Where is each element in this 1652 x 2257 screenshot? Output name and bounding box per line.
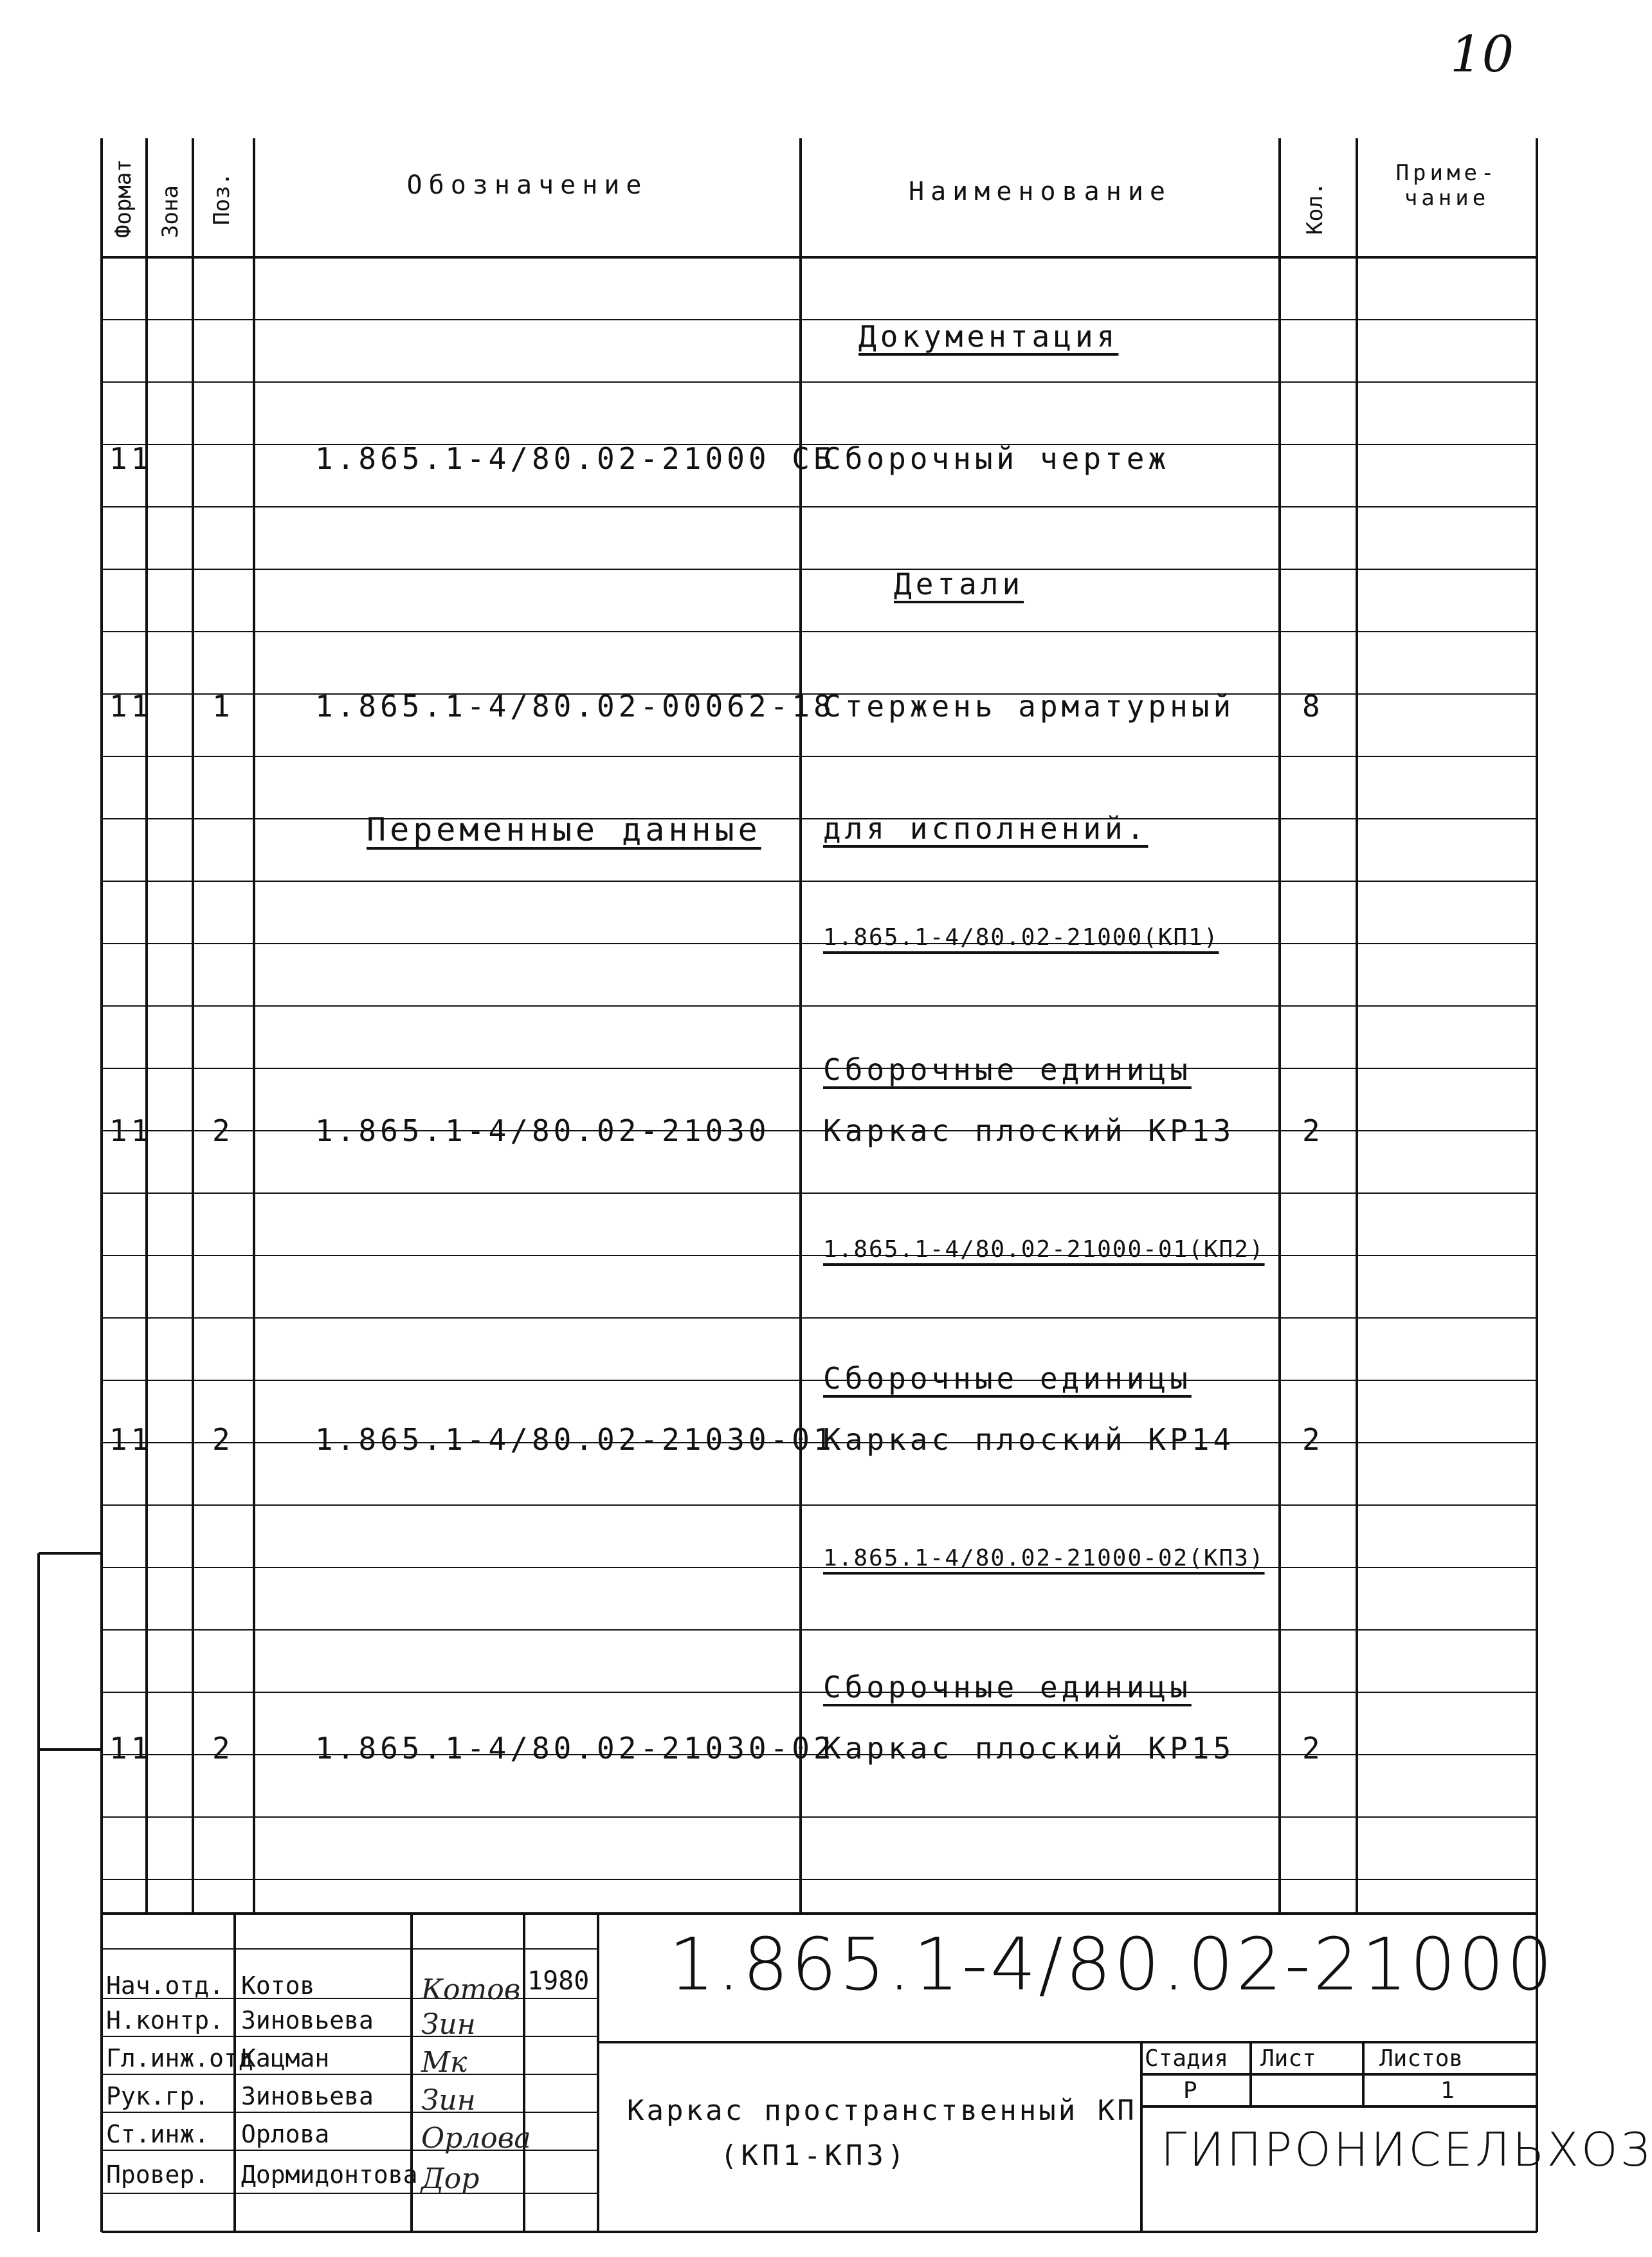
row-quantity: 8 (1302, 689, 1324, 724)
signer-name: Кацман (241, 2044, 330, 2072)
document-title-line2: (КП1-КП3) (720, 2139, 909, 2172)
row-designation: 1.865.1-4/80.02-21030-02 (315, 1731, 835, 1766)
organization-name: ГИПРОНИСЕЛЬХОЗ (1161, 2123, 1652, 2177)
header-name: Наименование (909, 177, 1172, 206)
row-name: Каркас плоский КР13 (823, 1113, 1235, 1148)
document-code: 1.865.1-4/80.02-21000 (669, 1923, 1556, 2007)
row-designation: 1.865.1-4/80.02-21030-01 (315, 1422, 835, 1457)
document-title-line1: Каркас пространственный КП (627, 2094, 1137, 2127)
row-format: 11 (109, 1422, 153, 1457)
signer-role: Гл.инж.отд (106, 2044, 253, 2072)
row-name: Сборочные единицы (823, 1052, 1192, 1087)
signer-role: Нач.отд. (106, 1971, 224, 2000)
row-format: 11 (109, 1731, 153, 1766)
row-name: Сборочный чертеж (823, 441, 1170, 476)
row-name: для исполнений. (823, 811, 1148, 846)
row-format: 11 (109, 689, 153, 724)
signer-signature: Котов (421, 1973, 521, 2006)
header-qty: Кол. (1302, 182, 1328, 235)
signer-role: Н.контр. (106, 2006, 224, 2034)
sheets-label: Листов (1379, 2045, 1464, 2072)
page-number: 10 (1450, 26, 1514, 84)
row-name: Каркас плоский КР15 (823, 1731, 1235, 1766)
row-position: 2 (212, 1731, 234, 1766)
section-heading: Детали (894, 567, 1024, 601)
row-quantity: 2 (1302, 1113, 1324, 1148)
header-note: Приме- чание (1395, 160, 1498, 212)
signer-name: Котов (241, 1971, 315, 2000)
stage-value: Р (1183, 2078, 1197, 2104)
signer-signature: Зин (421, 2008, 476, 2041)
section-heading: Документация (858, 319, 1119, 354)
variant-heading: 1.865.1-4/80.02-21000(КП1) (823, 924, 1219, 951)
signer-name: Дормидонтова (241, 2161, 418, 2189)
signer-signature: Зин (421, 2084, 476, 2117)
header-zone: Зона (158, 185, 183, 238)
signer-name: Зиновьева (241, 2082, 374, 2110)
signer-name: Зиновьева (241, 2006, 374, 2034)
row-position: 2 (212, 1422, 234, 1457)
row-format: 11 (109, 441, 153, 476)
header-designation: Обозначение (406, 170, 648, 200)
row-format: 11 (109, 1113, 153, 1148)
signer-signature: Мк (421, 2046, 467, 2079)
signer-signature: Дор (421, 2162, 480, 2195)
header-format: Формат (111, 159, 136, 238)
row-name: Стержень арматурный (823, 689, 1235, 724)
row-position: 1 (212, 689, 234, 724)
sheets-value: 1 (1440, 2078, 1455, 2104)
sheet-label: Лист (1260, 2045, 1316, 2072)
row-position: 2 (212, 1113, 234, 1148)
row-designation: 1.865.1-4/80.02-21000 СБ (315, 441, 835, 476)
row-quantity: 2 (1302, 1422, 1324, 1457)
row-name: Сборочные единицы (823, 1361, 1192, 1396)
signer-role: Провер. (106, 2161, 210, 2189)
row-quantity: 2 (1302, 1731, 1324, 1766)
row-designation: 1.865.1-4/80.02-00062-18 (315, 689, 835, 724)
row-designation: 1.865.1-4/80.02-21030 (315, 1113, 770, 1148)
signer-role: Рук.гр. (106, 2082, 210, 2110)
signer-role: Ст.инж. (106, 2120, 210, 2148)
signer-name: Орлова (241, 2120, 330, 2148)
stage-label: Стадия (1145, 2045, 1229, 2072)
variant-heading: 1.865.1-4/80.02-21000-01(КП2) (823, 1236, 1265, 1263)
header-pos: Поз. (209, 172, 235, 225)
row-name: Каркас плоский КР14 (823, 1422, 1235, 1457)
row-name: Сборочные единицы (823, 1670, 1192, 1704)
variant-heading: 1.865.1-4/80.02-21000-02(КП3) (823, 1545, 1265, 1571)
signer-signature: Орлова (421, 2122, 531, 2155)
year: 1980 (527, 1966, 590, 1996)
variable-data-heading: Переменные данные (367, 811, 761, 848)
